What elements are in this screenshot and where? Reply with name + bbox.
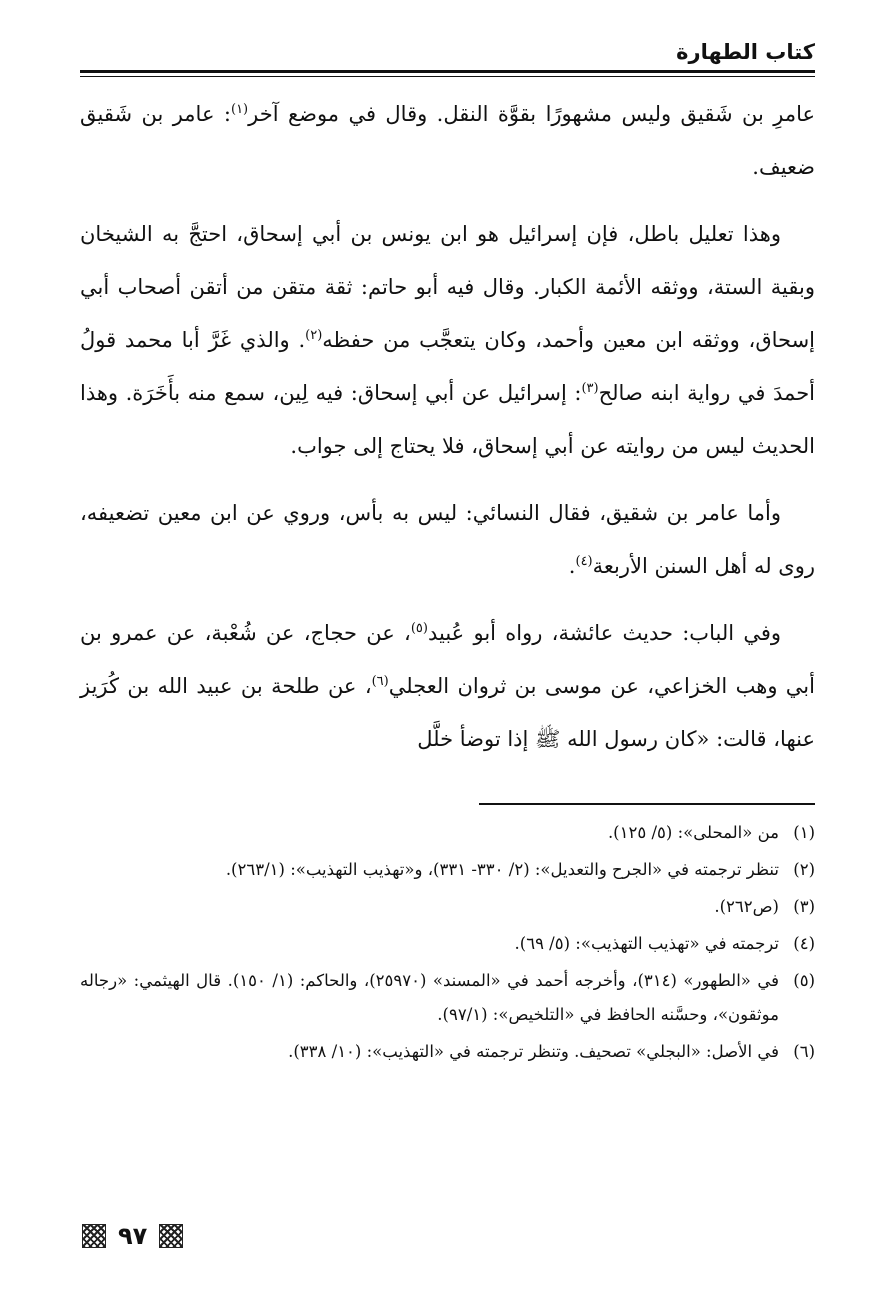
- paragraph-4: [80, 607, 815, 766]
- footnote-ref[interactable]: (١): [230, 102, 249, 117]
- paragraph-text: . والذي غَرَّ أبا محمد قولُ أحمدَ في رواية ابنه صالح: [80, 328, 816, 405]
- footnote-item: [80, 853, 815, 887]
- paragraph-text: وفي الباب: حديث عائشة، رواه أبو عُبيد: [427, 621, 782, 645]
- ornament-icon: [159, 1224, 183, 1248]
- paragraph-text: : إسرائيل عن أبي إسحاق: فيه لِين، سمع منه بأَخَرَة. وهذا الحديث ليس من روايته عن أبي إسحاق، فلا يحتاج إلى جواب.: [80, 381, 815, 458]
- footnote-separator: [479, 803, 815, 805]
- footnote-text: تنظر ترجمته في «الجرح والتعديل»: (٢/ ٣٣٠- ٣٣١)، و«تهذيب التهذيب»: (٢٦٣/١).: [225, 860, 779, 879]
- footnote-text: في «الطهور» (٣١٤)، وأخرجه أحمد في «المسند» (٢٥٩٧٠)، والحاكم: (١/ ١٥٠). قال الهيثمي: «رجاله موثقون»، وحسَّنه الحافظ في «التلخيص»: (٩٧/١).: [80, 971, 780, 1024]
- paragraph-text: وأما عامر بن شقيق، فقال النسائي: ليس به بأس، وروي عن ابن معين تضعيفه، روى له أهل السنن الأربعة: [80, 501, 815, 578]
- header-rule-thin: [80, 76, 815, 77]
- paragraph-text: ، عن طلحة بن عبيد الله بن كُرَيز عنها، قالت: «كان رسول الله ﷺ إذا توضأ خلَّل: [80, 674, 815, 751]
- footnote-text: (ص٢٦٢).: [714, 897, 779, 916]
- footnote-number: (٣): [793, 897, 815, 916]
- footnote-item: [80, 964, 815, 1032]
- footnote-item: [80, 890, 815, 924]
- page-footer: [82, 1218, 183, 1254]
- footnote-ref[interactable]: (٣): [581, 381, 599, 396]
- footnotes: [80, 816, 815, 1072]
- footnote-ref[interactable]: (٢): [305, 328, 323, 343]
- paragraph-text: ، عن حجاج، عن شُعْبة، عن عمرو بن أبي وهب الخزاعي، عن موسى بن ثروان العجلي: [80, 621, 815, 698]
- main-text: [80, 88, 815, 780]
- paragraph-1: [80, 88, 815, 194]
- footnote-text: ترجمته في «تهذيب التهذيب»: (٥/ ٦٩).: [514, 934, 779, 953]
- footnote-number: (٥): [793, 971, 815, 990]
- page-number: ٩٧: [118, 1222, 148, 1250]
- footnote-item: [80, 1035, 815, 1069]
- footnote-number: (١): [793, 823, 815, 842]
- footnote-item: [80, 927, 815, 961]
- paragraph-text: .: [568, 554, 576, 578]
- footnote-number: (٢): [793, 860, 815, 879]
- paragraph-text: : عامر بن شَقيق ضعيف.: [80, 102, 815, 179]
- footnote-number: (٤): [793, 934, 815, 953]
- footnote-number: (٦): [793, 1042, 815, 1061]
- paragraph-text: عامرِ بن شَقيق وليس مشهورًا بقوَّة النقل. وقال في موضع آخر: [248, 102, 816, 126]
- footnote-ref[interactable]: (٥): [410, 621, 428, 636]
- footnote-item: [80, 816, 815, 850]
- footnote-text: من «المحلى»: (٥/ ١٢٥).: [607, 823, 779, 842]
- running-header: كتاب الطهارة: [676, 40, 815, 64]
- footnote-ref[interactable]: (٦): [371, 674, 389, 689]
- footnote-text: في الأصل: «البجلي» تصحيف. وتنظر ترجمته في «التهذيب»: (١٠/ ٣٣٨).: [288, 1042, 779, 1061]
- footnote-ref[interactable]: (٤): [575, 554, 593, 569]
- ornament-icon: [82, 1224, 106, 1248]
- paragraph-3: [80, 487, 815, 593]
- paragraph-text: وهذا تعليل باطل، فإن إسرائيل هو ابن يونس بن أبي إسحاق، احتجَّ به الشيخان وبقية الستة، ووثقه الأئمة الكبار. وقال فيه أبو حاتم: ثقة متقن من أتقن أصحاب أبي إسحاق، ووثقه ابن معين وأحمد، وكان يتعجَّب من حفظه: [80, 222, 815, 352]
- header-rule-thick: [80, 70, 815, 73]
- paragraph-2: [80, 208, 815, 473]
